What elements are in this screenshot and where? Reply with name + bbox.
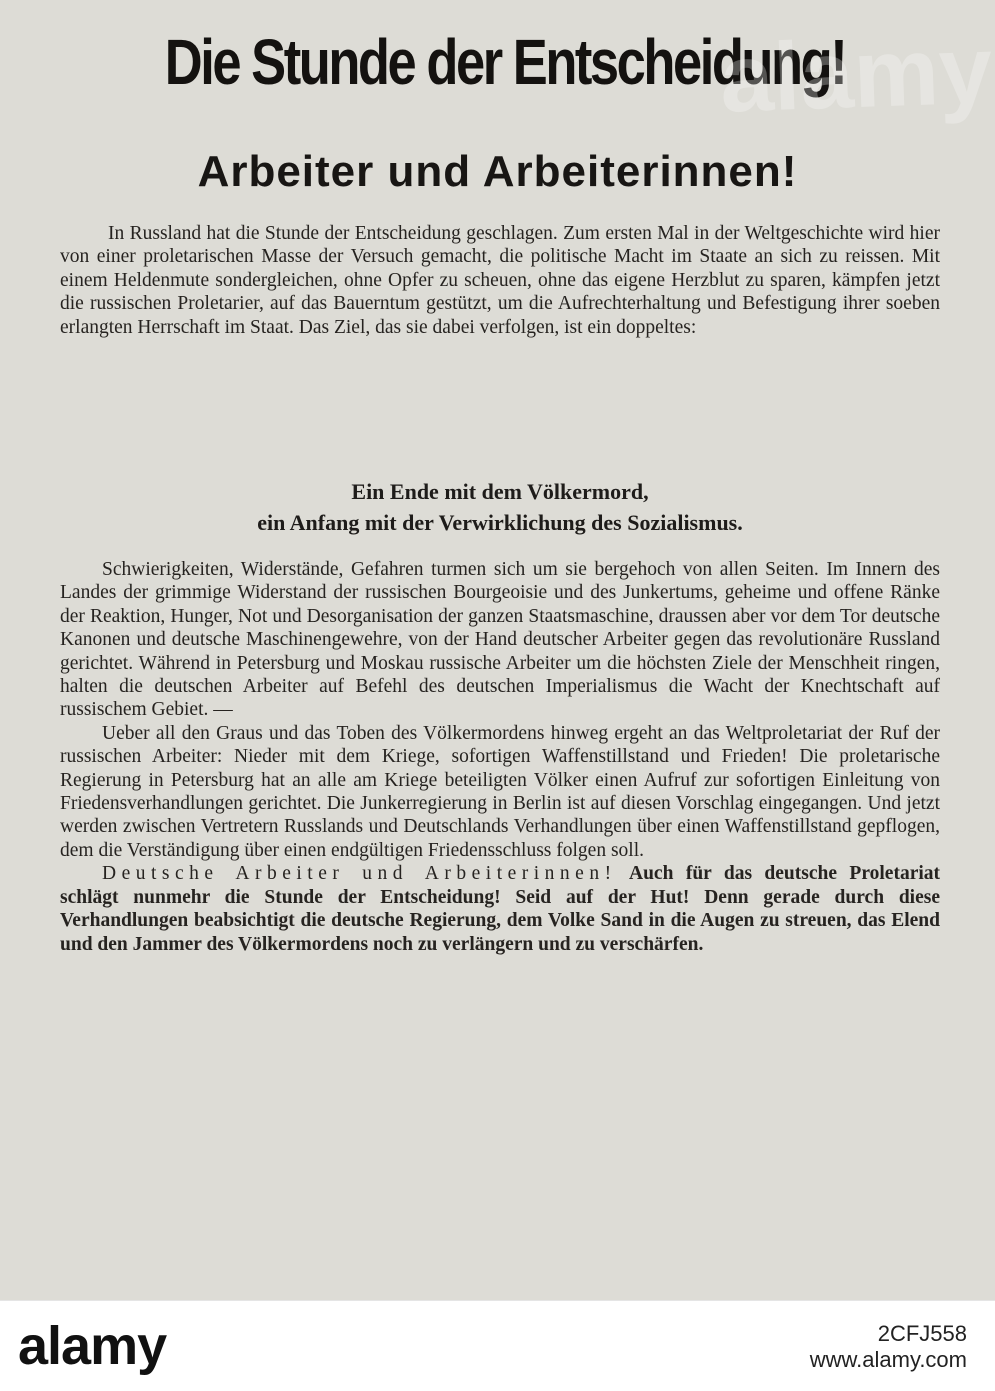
stock-info: [810, 1321, 967, 1373]
paragraph-warning: [60, 862, 940, 956]
image-id: 2CFJ558: [877, 1321, 967, 1346]
leaflet-subheadline: Arbeiter und Arbeiterinnen!: [197, 147, 798, 196]
spaced-address: Deutsche Arbeiter und Arbeiterinnen!: [102, 863, 617, 885]
body-intro: [60, 222, 940, 339]
slogan-line-2: ein Anfang mit der Verwirklichung des Sozialismus.: [257, 510, 743, 535]
watermark: alamy: [718, 16, 994, 133]
body-main: [60, 558, 940, 956]
slogan-line-1: Ein Ende mit dem Völkermord,: [351, 479, 649, 504]
warning-text: Auch für das deutsche Proletariat schlägt nunmehr die Stunde der Entscheidung! Seid auf der Hut! Denn gerade durch diese Verhandlungen beabsichtigt die deutsche Regierung, dem Volke Sand in die Augen zu streuen, das Elend und den Jammer des Völkermordens noch zu verlängern und zu verschärfen.: [60, 863, 941, 955]
stock-url: www.alamy.com: [809, 1347, 967, 1372]
alamy-logo: alamy: [18, 1316, 167, 1376]
paragraph-appeal: Ueber all den Graus und das Toben des Völkermordens hinweg ergeht an das Weltproletariat der Ruf der russischen Arbeiter: Nieder mit dem Kriege, sofortigen Waffenstillstand und Frieden! Die proletarische Regierung in Petersburg hat an alle am Kriege beteiligten Völker einen Aufruf zur sofortigen Einleitung von Friedensverhandlungen gerichtet. Die Junkerregierung in Berlin ist auf diesen Vorschlag eingegangen. Und jetzt werden zwischen Vertretern Russlands und Deutschlands Verhandlungen über einen Waffenstillstand gepflogen, dem die Verständigung über einen endgültigen Friedensschluss folgen soll.: [60, 722, 940, 861]
slogan: [60, 476, 940, 538]
stock-footer: [0, 1300, 995, 1391]
leaflet-headline: Die Stunde der Entscheidung!: [164, 26, 846, 98]
paragraph-intro: In Russland hat die Stunde der Entscheidung geschlagen. Zum ersten Mal in der Weltgeschichte wird hier von einer proletarischen Masse der Versuch gemacht, die politische Macht im Staate an sich zu reissen. Mit einem Heldenmute sondergleichen, ohne Opfer zu scheuen, ohne das eigene Herzblut zu sparen, kämpfen jetzt die russischen Proletarier, auf das Bauerntum gestützt, um die Aufrechterhaltung und Befestigung ihrer soeben erlangten Herrschaft im Staat. Das Ziel, das sie dabei verfolgen, ist ein doppeltes:: [60, 223, 940, 338]
paragraph-difficulties: Schwierigkeiten, Widerstände, Gefahren turmen sich um sie bergehoch von allen Seiten. Im Innern des Landes der grimmige Widerstand der russischen Bourgeoisie und des Junkertums, geheime und offene Ränke der Reaktion, Hunger, Not und Desorganisation der ganzen Staatsmaschine, draussen aber vor dem Tor deutsche Kanonen und deutsche Maschinengewehre, von der Hand deutscher Arbeiter gegen das revolutionäre Russland gerichtet. Während in Petersburg und Moskau russische Arbeiter um die höchsten Ziele der Menschheit ringen, halten die deutschen Arbeiter auf Befehl des deutschen Imperialismus die Wacht der Knechtschaft auf russischem Gebiet. —: [60, 559, 940, 721]
